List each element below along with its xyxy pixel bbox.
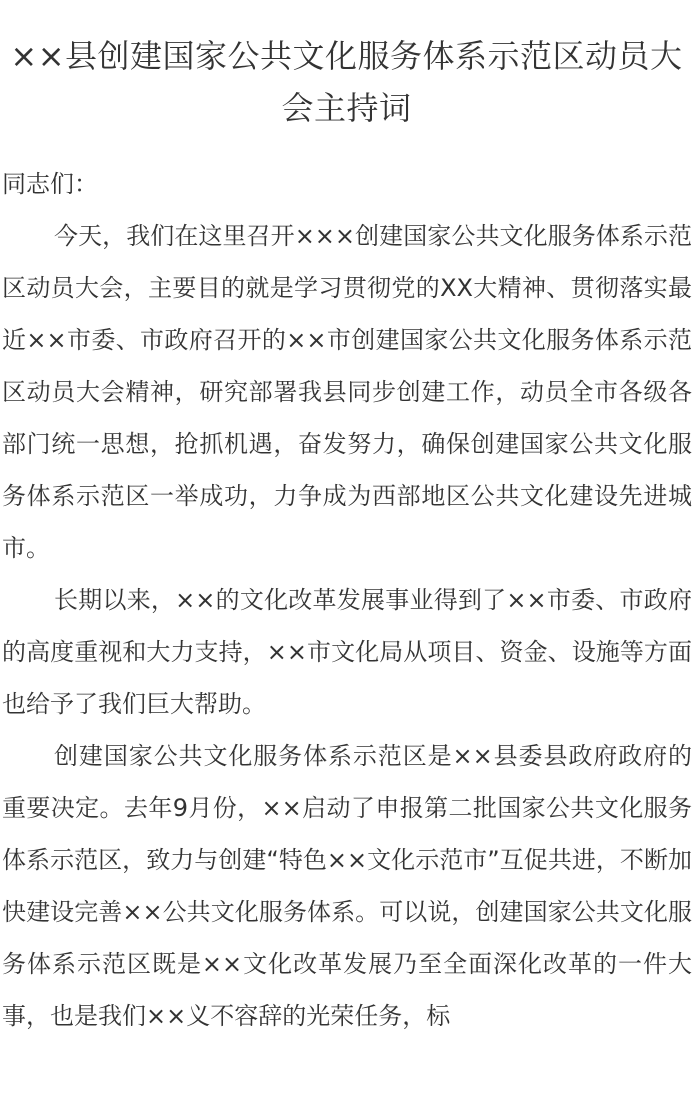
document-body bbox=[2, 158, 692, 1042]
document-title: ××县创建国家公共文化服务体系示范区动员大会主持词 bbox=[10, 37, 683, 127]
salutation: 同志们： bbox=[2, 170, 98, 198]
paragraph-3: 创建国家公共文化服务体系示范区是××县委县政府政府的重要决定。去年9月份，××启动了申报第二批国家公共文化服务体系示范区，致力与创建“特色××文化示范市”互促共进，不断加快建设完善××公共文化服务体系。可以说，创建国家公共文化服务体系示范区既是××文化改革发展乃至全面深化改革的一件大事，也是我们××义不容辞的光荣任务，标 bbox=[2, 742, 692, 1030]
paragraph-1: 今天，我们在这里召开×××创建国家公共文化服务体系示范区动员大会，主要目的就是学习贯彻党的XX大精神、贯彻落实最近××市委、市政府召开的××市创建国家公共文化服务体系示范区动员大会精神，研究部署我县同步创建工作，动员全市各级各部门统一思想，抢抓机遇，奋发努力，确保创建国家公共文化服务体系示范区一举成功，力争成为西部地区公共文化建设先进城市。 bbox=[2, 222, 692, 562]
paragraph-2: 长期以来，××的文化改革发展事业得到了××市委、市政府的高度重视和大力支持，××市文化局从项目、资金、设施等方面也给予了我们巨大帮助。 bbox=[2, 586, 692, 718]
